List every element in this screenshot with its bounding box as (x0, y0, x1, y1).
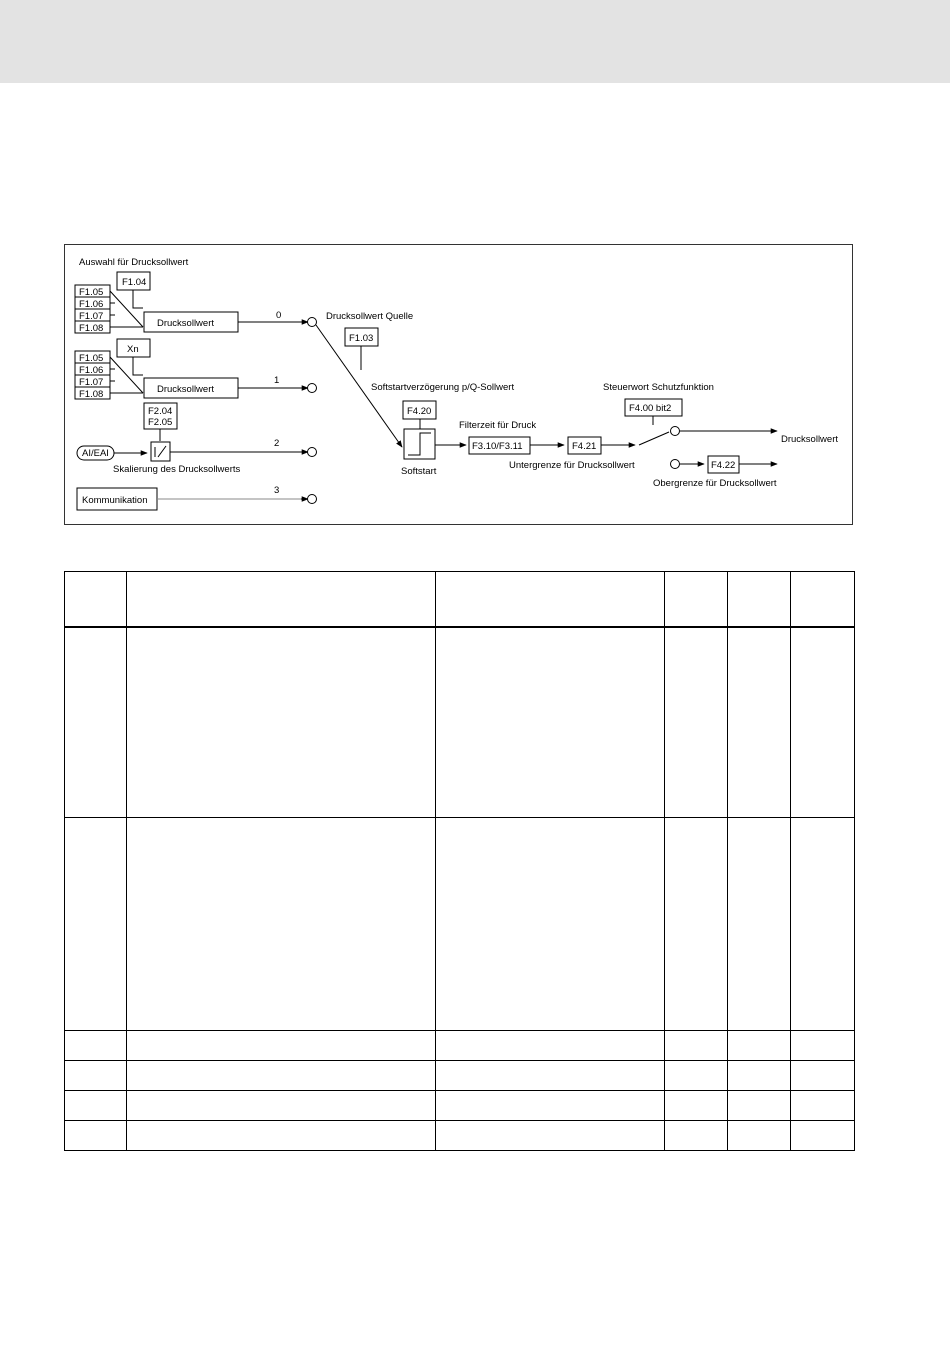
table-cell (728, 1091, 791, 1121)
table-cell (791, 818, 855, 1031)
scaling-param-box (144, 403, 177, 429)
input-b-4: F1.08 (79, 389, 104, 400)
table-cell (436, 818, 665, 1031)
input-group-b (75, 351, 110, 400)
table-header-cell (665, 572, 728, 627)
diagram-title: Auswahl für Drucksollwert (79, 257, 189, 268)
softstart-delay-label: Softstartverzögerung p/Q-Sollwert (371, 382, 515, 393)
table-header-cell (65, 572, 127, 627)
table-header-cell (436, 572, 665, 627)
xn-box (117, 339, 150, 357)
scaling-param-1: F2.04 (148, 406, 173, 417)
source-param-box (345, 328, 378, 346)
input-a-2: F1.06 (79, 299, 104, 310)
selector-param-box (117, 272, 150, 290)
table-row (65, 818, 855, 1031)
table-cell (127, 1061, 436, 1091)
table-cell (728, 1031, 791, 1061)
table-header-cell (127, 572, 436, 627)
table-cell (728, 1061, 791, 1091)
lower-limit-box (568, 437, 601, 454)
table-cell (127, 627, 436, 818)
table-cell (791, 1121, 855, 1151)
output-label: Drucksollwert (781, 434, 839, 445)
table-header-row (65, 572, 855, 627)
drucksollwert-block-a (144, 312, 238, 332)
table-cell (65, 627, 127, 818)
table-cell (436, 1121, 665, 1151)
scaling-block (151, 442, 170, 461)
lower-limit-label: Untergrenze für Drucksollwert (509, 460, 635, 471)
table-cell (436, 627, 665, 818)
input-b-2: F1.06 (79, 365, 104, 376)
input-b-3: F1.07 (79, 377, 104, 388)
pressure-setpoint-diagram (64, 244, 853, 525)
lower-limit-param-label: F4.21 (572, 441, 597, 452)
scaling-label: Skalierung des Drucksollwerts (113, 464, 241, 475)
softstart-label: Softstart (401, 466, 437, 477)
table-cell (665, 1091, 728, 1121)
channel-1-label: 1 (274, 375, 280, 386)
header-band (0, 0, 950, 83)
table-cell (436, 1061, 665, 1091)
block-diagram (65, 245, 854, 526)
table-cell (791, 1031, 855, 1061)
table-cell (65, 1061, 127, 1091)
upper-limit-label: Obergrenze für Drucksollwert (653, 478, 777, 489)
communication-label: Kommunikation (82, 495, 148, 506)
switch-terminal-lower (671, 460, 680, 469)
input-a-4: F1.08 (79, 323, 104, 334)
table-cell (65, 1121, 127, 1151)
table-cell (665, 1031, 728, 1061)
input-a-3: F1.07 (79, 311, 104, 322)
table-cell (665, 627, 728, 818)
input-a-1: F1.05 (79, 287, 104, 298)
channel-3-terminal (308, 495, 317, 504)
table-cell (127, 1031, 436, 1061)
table-cell (65, 1031, 127, 1061)
source-param-label: F1.03 (349, 333, 374, 344)
table-cell (127, 1091, 436, 1121)
channel-0-label: 0 (276, 310, 282, 321)
xn-label: Xn (127, 344, 139, 355)
input-b-1: F1.05 (79, 353, 104, 364)
communication-box (77, 488, 157, 510)
scaling-param-2: F2.05 (148, 417, 173, 428)
table-cell (127, 1121, 436, 1151)
table-row (65, 1061, 855, 1091)
table-cell (728, 818, 791, 1031)
drucksollwert-block-b (144, 378, 238, 398)
input-group-a (75, 285, 110, 334)
control-word-box (625, 399, 682, 416)
channel-2-label: 2 (274, 438, 280, 449)
table-header-cell (791, 572, 855, 627)
parameter-table (64, 571, 855, 1151)
upper-limit-param-label: F4.22 (711, 460, 736, 471)
table-row (65, 627, 855, 818)
table-cell (728, 627, 791, 818)
channel-1-terminal (308, 384, 317, 393)
channel-2-terminal (308, 448, 317, 457)
table-row (65, 1121, 855, 1151)
table-row (65, 1091, 855, 1121)
table-cell (436, 1091, 665, 1121)
channel-3-label: 3 (274, 485, 280, 496)
table-cell (665, 818, 728, 1031)
control-word-param-label: F4.00 bit2 (629, 403, 672, 414)
selector-param-label: F1.04 (122, 277, 147, 288)
table-cell (665, 1061, 728, 1091)
protection-switch (639, 432, 669, 445)
upper-limit-box (708, 456, 739, 473)
softstart-param-box (403, 401, 436, 419)
switch-terminal-upper (671, 427, 680, 436)
source-label: Drucksollwert Quelle (326, 311, 414, 322)
ai-eai-label: AI/EAI (82, 448, 109, 459)
table-row (65, 1031, 855, 1061)
table-cell (791, 1091, 855, 1121)
softstart-param-label: F4.20 (407, 406, 432, 417)
block-b-label: Drucksollwert (157, 384, 215, 395)
channel-0-terminal (308, 318, 317, 327)
table-header-cell (728, 572, 791, 627)
table-cell (127, 818, 436, 1031)
table-cell (65, 1091, 127, 1121)
table-cell (791, 627, 855, 818)
control-word-label: Steuerwort Schutzfunktion (603, 382, 714, 393)
table-cell (65, 818, 127, 1031)
filter-param-label: F3.10/F3.11 (472, 441, 523, 452)
filter-label: Filterzeit für Druck (459, 420, 537, 431)
table-cell (728, 1121, 791, 1151)
filter-param-box (469, 437, 530, 454)
block-a-label: Drucksollwert (157, 318, 215, 329)
table-cell (791, 1061, 855, 1091)
table-cell (665, 1121, 728, 1151)
table-cell (436, 1031, 665, 1061)
